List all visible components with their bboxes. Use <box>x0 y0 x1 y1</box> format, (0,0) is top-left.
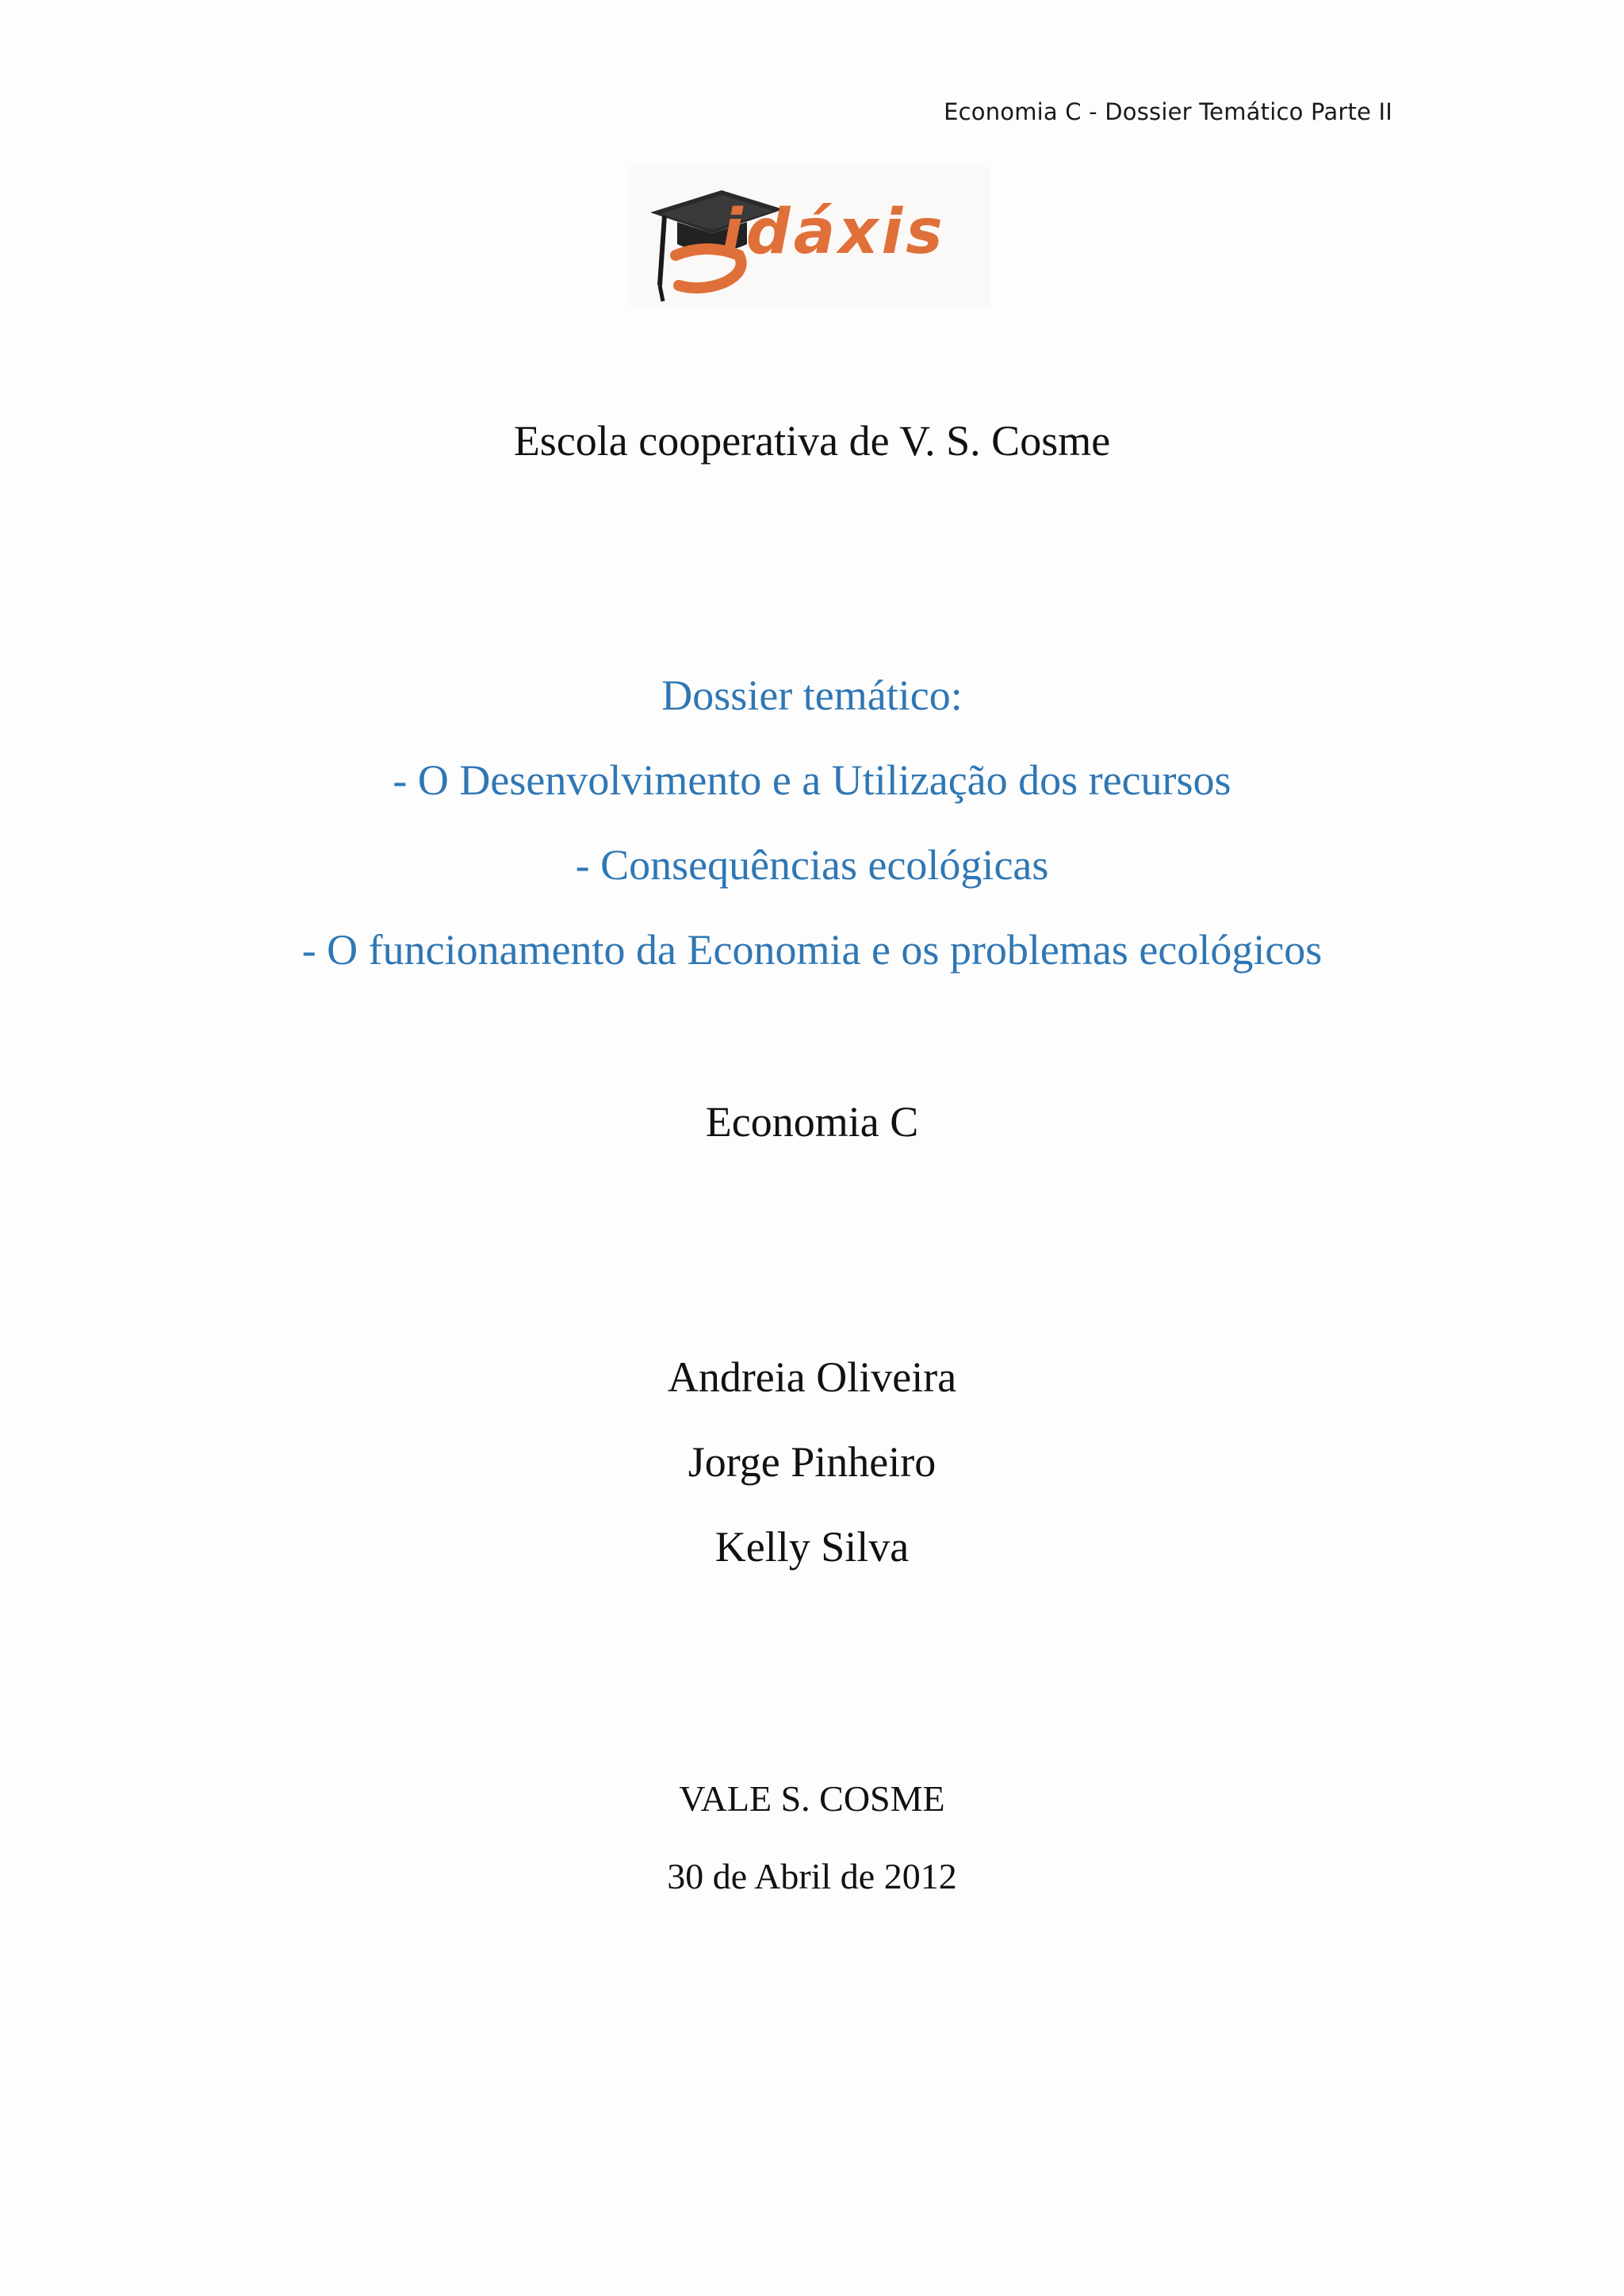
place-name: VALE S. COSME <box>679 1778 945 1819</box>
school-name: Escola cooperativa de V. S. Cosme <box>513 417 1111 465</box>
topic-item: - O funcionamento da Economia e os problemas ecológicos <box>301 926 1323 974</box>
didaxis-logo <box>628 166 990 306</box>
author-name: Jorge Pinheiro <box>688 1438 936 1486</box>
running-header: Economia C - Dossier Temático Parte II <box>944 98 1392 125</box>
topic-item: - O Desenvolvimento e a Utilização dos recursos <box>393 756 1231 804</box>
document-date: 30 de Abril de 2012 <box>667 1856 957 1896</box>
dossier-title: Dossier temático: <box>661 672 963 719</box>
subject-name: Economia C <box>705 1098 919 1146</box>
logo-wordmark: idáxis <box>722 197 946 268</box>
author-name: Kelly Silva <box>714 1523 910 1571</box>
author-name: Andreia Oliveira <box>667 1353 957 1401</box>
topic-item: - Consequências ecológicas <box>575 841 1049 889</box>
